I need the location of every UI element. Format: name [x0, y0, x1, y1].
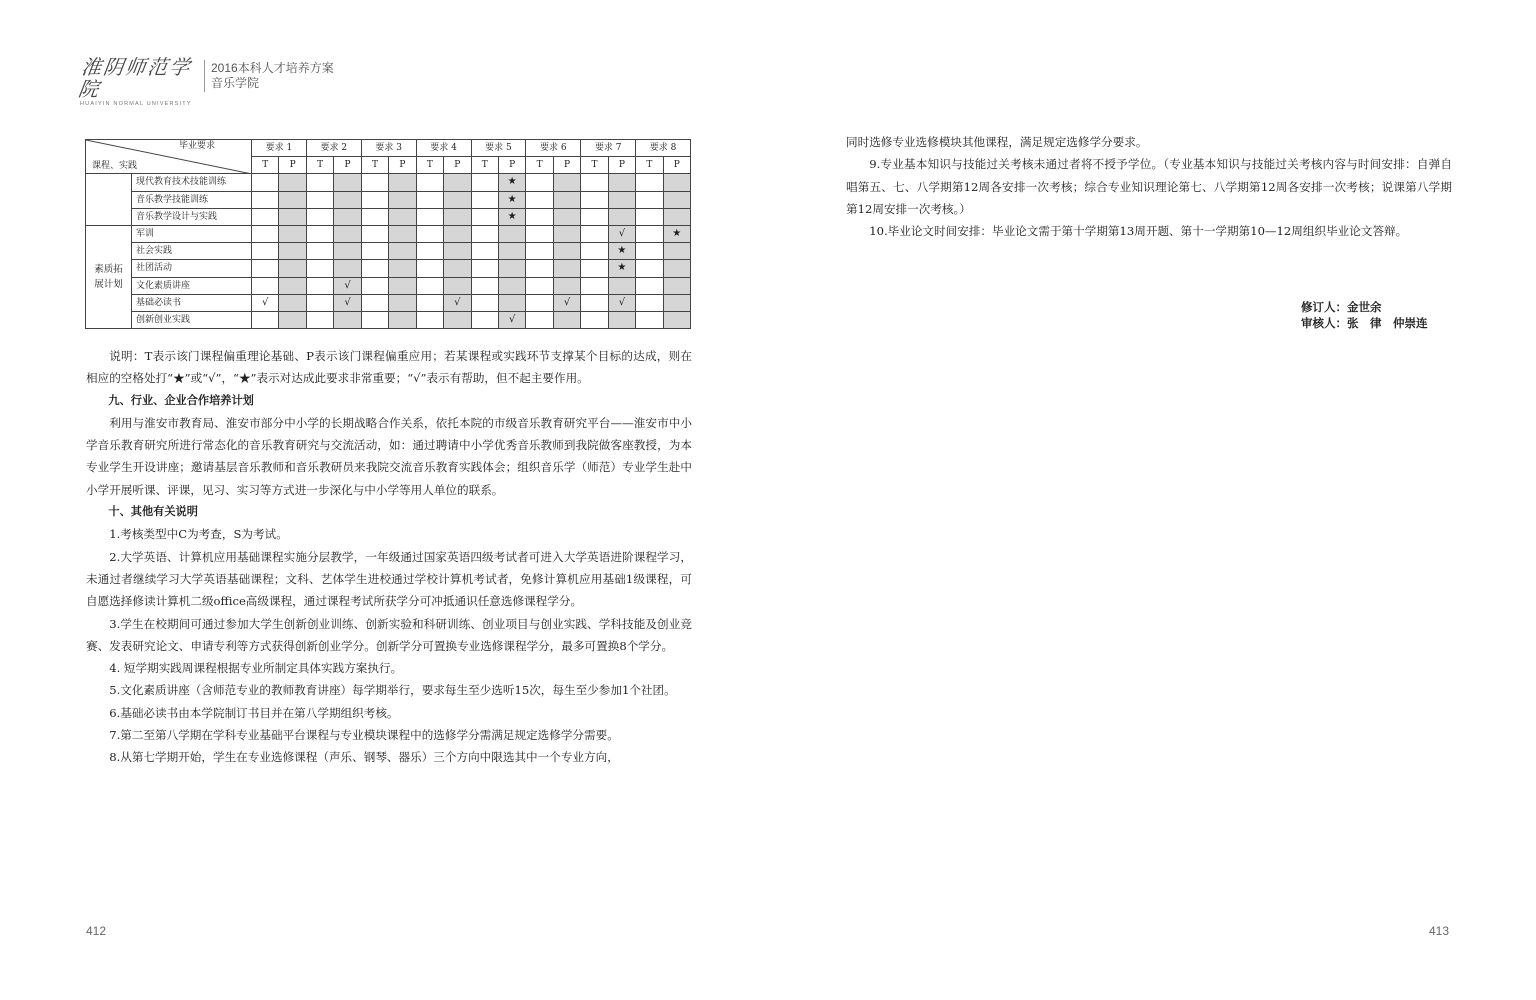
support-mark-cell — [361, 243, 388, 260]
support-mark-cell — [581, 311, 608, 328]
support-mark-cell — [553, 243, 580, 260]
support-mark-cell — [471, 311, 498, 328]
table-row — [86, 243, 691, 260]
course-name: 军训 — [132, 225, 252, 242]
support-mark-cell — [636, 225, 663, 242]
support-mark-cell — [279, 225, 306, 242]
support-mark-cell — [444, 174, 471, 191]
support-mark-cell — [416, 294, 443, 311]
support-mark-cell — [361, 294, 388, 311]
support-mark-cell — [334, 260, 361, 277]
support-mark-cell — [279, 243, 306, 260]
university-logo — [76, 55, 198, 107]
support-mark-cell — [306, 260, 333, 277]
support-mark-cell — [389, 294, 416, 311]
support-mark-cell: √ — [608, 294, 635, 311]
practice-column-header: P — [608, 157, 635, 174]
section-heading-9: 九、行业、企业合作培养计划 — [108, 393, 254, 407]
requirement-header: 要求 2 — [306, 140, 361, 157]
support-mark-cell — [279, 311, 306, 328]
support-mark-cell — [581, 277, 608, 294]
support-mark-cell — [444, 225, 471, 242]
support-mark-cell — [663, 277, 690, 294]
support-mark-cell: ★ — [608, 243, 635, 260]
table-row — [86, 174, 691, 191]
page-number-left: 412 — [86, 924, 107, 938]
course-name: 创新创业实践 — [132, 311, 252, 328]
support-mark-cell — [389, 311, 416, 328]
support-mark-cell — [553, 260, 580, 277]
support-mark-cell — [361, 277, 388, 294]
requirement-header: 要求 8 — [636, 140, 691, 157]
support-mark-cell — [306, 277, 333, 294]
support-mark-cell: √ — [334, 277, 361, 294]
practice-column-header: P — [334, 157, 361, 174]
right-body-text — [846, 131, 1452, 242]
table-row — [86, 294, 691, 311]
support-mark-cell — [663, 294, 690, 311]
note-item-8-continued: 同时选修专业选修模块其他课程，满足规定选修学分要求。 — [846, 135, 1148, 149]
support-mark-cell — [389, 260, 416, 277]
page-number-right: 413 — [1429, 924, 1450, 938]
support-mark-cell — [663, 260, 690, 277]
support-mark-cell — [334, 225, 361, 242]
support-mark-cell — [581, 294, 608, 311]
matrix-body — [86, 174, 691, 329]
support-mark-cell — [581, 208, 608, 225]
support-mark-cell — [553, 208, 580, 225]
left-body-text — [86, 345, 692, 769]
support-mark-cell — [252, 174, 279, 191]
support-mark-cell — [498, 225, 525, 242]
support-mark-cell — [279, 277, 306, 294]
support-mark-cell — [498, 260, 525, 277]
support-mark-cell — [663, 243, 690, 260]
note-item-3: 3.学生在校期间可通过参加大学生创新创业训练、创新实验和科研训练、创业项目与创业实践、学科技能及创业竞赛、发表研究论文、申请专利等方式获得创新创业学分。创新学分可置换专业选修课程学分，最多可置换8个学分。 — [86, 616, 692, 653]
support-mark-cell — [581, 174, 608, 191]
support-mark-cell: √ — [553, 294, 580, 311]
support-mark-cell: ★ — [498, 174, 525, 191]
logo-script: 淮阴师范学院 — [76, 55, 194, 101]
support-mark-cell: √ — [334, 294, 361, 311]
support-mark-cell — [444, 260, 471, 277]
support-mark-cell — [416, 311, 443, 328]
support-mark-cell — [526, 225, 553, 242]
note-item-10: 10.毕业论文时间安排：毕业论文需于第十学期第13周开题、第十一学期第10—12周组织毕业论文答辩。 — [869, 224, 1408, 239]
reviewer-line: 审核人：张 律 仲崇连 — [1301, 316, 1428, 330]
support-mark-cell — [306, 294, 333, 311]
header-line-1: 2016本科人才培养方案 — [211, 61, 334, 75]
table-row — [86, 311, 691, 328]
course-name: 音乐教学技能训练 — [132, 191, 252, 208]
requirements-header-row — [86, 140, 691, 157]
support-mark-cell — [416, 260, 443, 277]
support-mark-cell — [444, 191, 471, 208]
support-mark-cell — [306, 208, 333, 225]
header-line-2: 音乐学院 — [211, 76, 260, 90]
support-mark-cell: ★ — [608, 260, 635, 277]
header-title — [211, 61, 334, 91]
support-mark-cell — [553, 225, 580, 242]
support-mark-cell: √ — [252, 294, 279, 311]
course-name: 社团活动 — [132, 260, 252, 277]
support-mark-cell — [471, 208, 498, 225]
support-mark-cell — [252, 243, 279, 260]
practice-column-header: P — [279, 157, 306, 174]
corner-courses-label: 课程、实践 — [92, 161, 138, 172]
table-row — [86, 277, 691, 294]
note-item-5: 5.文化素质讲座（含师范专业的教师教育讲座）每学期举行，要求每生至少选听15次，每生至少参加1个社团。 — [109, 683, 676, 698]
support-mark-cell — [416, 174, 443, 191]
practice-column-header: P — [389, 157, 416, 174]
theory-column-header: T — [526, 157, 553, 174]
support-mark-cell — [636, 208, 663, 225]
support-mark-cell — [279, 191, 306, 208]
support-mark-cell — [581, 243, 608, 260]
support-mark-cell — [444, 277, 471, 294]
theory-column-header: T — [361, 157, 388, 174]
support-mark-cell — [389, 225, 416, 242]
support-mark-cell — [416, 243, 443, 260]
support-mark-cell: √ — [608, 225, 635, 242]
support-mark-cell — [361, 208, 388, 225]
support-mark-cell — [663, 311, 690, 328]
practice-column-header: P — [444, 157, 471, 174]
support-mark-cell — [444, 243, 471, 260]
table-corner — [86, 140, 252, 174]
support-mark-cell — [416, 191, 443, 208]
group-label: 素质拓 展计划 — [86, 225, 132, 328]
table-row — [86, 208, 691, 225]
support-mark-cell — [334, 243, 361, 260]
support-mark-cell — [389, 243, 416, 260]
support-mark-cell — [636, 191, 663, 208]
note-item-9: 9.专业基本知识与技能过关考核未通过者将不授予学位。（专业基本知识与技能过关考核内容与时间安排：自弹自唱第五、七、八学期第12周各安排一次考核；综合专业知识理论第七、八学期第12周各安排一次考核；说课第八学期第12周安排一次考核。） — [846, 157, 1452, 216]
note-item-4: 4. 短学期实践周课程根据专业所制定具体实践方案执行。 — [109, 661, 403, 676]
support-mark-cell — [306, 243, 333, 260]
support-mark-cell — [636, 311, 663, 328]
support-mark-cell — [306, 191, 333, 208]
theory-column-header: T — [581, 157, 608, 174]
page-header — [76, 55, 334, 107]
requirement-header: 要求 1 — [252, 140, 307, 157]
right-page — [768, 0, 1536, 1000]
theory-column-header: T — [471, 157, 498, 174]
support-mark-cell — [526, 208, 553, 225]
support-mark-cell — [636, 243, 663, 260]
logo-english: HUAIYIN NORMAL UNIVERSITY — [80, 101, 192, 107]
support-mark-cell — [526, 260, 553, 277]
support-mark-cell: √ — [498, 311, 525, 328]
note-item-2: 2.大学英语、计算机应用基础课程实施分层教学，一年级通过国家英语四级考试者可进入大学英语进阶课程学习，未通过者继续学习大学英语基础课程；文科、艺体学生进校通过学校计算机考试者，免修计算机应用基础1级课程，可自愿选择修读计算机二级office高级课程，通过课程考试所获学分可冲抵通识任意选修课程学分。 — [86, 549, 692, 609]
support-mark-cell — [471, 174, 498, 191]
requirement-header: 要求 6 — [526, 140, 581, 157]
support-mark-cell — [581, 260, 608, 277]
header-divider — [204, 60, 205, 92]
theory-column-header: T — [636, 157, 663, 174]
support-mark-cell — [663, 208, 690, 225]
support-mark-cell — [306, 311, 333, 328]
support-mark-cell — [306, 174, 333, 191]
support-mark-cell: ★ — [663, 225, 690, 242]
support-mark-cell — [636, 174, 663, 191]
table-row — [86, 260, 691, 277]
support-mark-cell — [471, 225, 498, 242]
support-mark-cell — [526, 243, 553, 260]
support-mark-cell — [663, 191, 690, 208]
support-mark-cell — [252, 208, 279, 225]
requirement-header: 要求 7 — [581, 140, 636, 157]
group-label — [86, 174, 132, 226]
support-mark-cell — [389, 208, 416, 225]
support-mark-cell — [471, 277, 498, 294]
support-mark-cell: ★ — [498, 208, 525, 225]
support-mark-cell — [279, 208, 306, 225]
note-item-6: 6.基础必读书由本学院制订书目并在第八学期组织考核。 — [109, 705, 399, 720]
support-mark-cell — [444, 208, 471, 225]
support-mark-cell — [389, 174, 416, 191]
support-mark-cell — [498, 294, 525, 311]
support-mark-cell — [553, 191, 580, 208]
course-name: 基础必读书 — [132, 294, 252, 311]
support-mark-cell — [444, 311, 471, 328]
course-name: 文化素质讲座 — [132, 277, 252, 294]
support-mark-cell — [389, 277, 416, 294]
table-row — [86, 191, 691, 208]
support-mark-cell — [252, 191, 279, 208]
requirements-table — [85, 139, 691, 329]
theory-column-header: T — [252, 157, 279, 174]
support-mark-cell — [306, 225, 333, 242]
support-mark-cell — [581, 225, 608, 242]
support-mark-cell — [526, 174, 553, 191]
signature-block — [1301, 299, 1428, 331]
support-mark-cell — [252, 225, 279, 242]
support-mark-cell — [361, 311, 388, 328]
section-heading-10: 十、其他有关说明 — [108, 505, 198, 519]
note-item-8: 8.从第七学期开始，学生在专业选修课程（声乐、钢琴、器乐）三个方向中限选其中一个专业方向， — [109, 750, 619, 765]
support-mark-cell — [416, 225, 443, 242]
support-mark-cell — [416, 277, 443, 294]
support-mark-cell — [471, 191, 498, 208]
theory-column-header: T — [416, 157, 443, 174]
requirement-header: 要求 5 — [471, 140, 526, 157]
support-mark-cell — [553, 174, 580, 191]
support-mark-cell — [334, 191, 361, 208]
support-mark-cell — [471, 243, 498, 260]
support-mark-cell — [361, 260, 388, 277]
support-mark-cell — [389, 191, 416, 208]
practice-column-header: P — [553, 157, 580, 174]
support-mark-cell — [334, 208, 361, 225]
support-mark-cell — [553, 277, 580, 294]
support-mark-cell — [636, 277, 663, 294]
course-name: 音乐教学设计与实践 — [132, 208, 252, 225]
support-mark-cell — [608, 277, 635, 294]
support-mark-cell — [279, 294, 306, 311]
support-mark-cell: ★ — [498, 191, 525, 208]
support-mark-cell — [553, 311, 580, 328]
support-mark-cell — [416, 208, 443, 225]
theory-column-header: T — [306, 157, 333, 174]
support-mark-cell — [526, 191, 553, 208]
corner-requirements-label: 毕业要求 — [178, 141, 215, 151]
support-mark-cell — [498, 277, 525, 294]
support-mark-cell — [608, 311, 635, 328]
course-name: 社会实践 — [132, 243, 252, 260]
support-mark-cell — [608, 208, 635, 225]
requirement-header: 要求 4 — [416, 140, 471, 157]
support-mark-cell — [636, 260, 663, 277]
table-row — [86, 225, 691, 242]
support-mark-cell — [471, 294, 498, 311]
support-mark-cell — [608, 191, 635, 208]
support-mark-cell — [663, 174, 690, 191]
support-mark-cell — [526, 294, 553, 311]
support-mark-cell — [526, 277, 553, 294]
support-mark-cell — [498, 243, 525, 260]
course-name: 现代教育技术技能训练 — [132, 174, 252, 191]
table-note: 说明：T表示该门课程偏重理论基础、P表示该门课程偏重应用；若某课程或实践环节支撑某个目标的达成，则在相应的空格处打“★”或“√”，“★”表示对达成此要求非常重要；“√”表示有帮助，但不起主要作用。 — [86, 349, 692, 386]
support-mark-cell — [361, 225, 388, 242]
section-9-paragraph: 利用与淮安市教育局、淮安市部分中小学的长期战略合作关系，依托本院的市级音乐教育研究平台——淮安市中小学音乐教育研究所进行常态化的音乐教育研究与交流活动，如：通过聘请中小学优秀音乐教师到我院做客座教授，为本专业学生开设讲座；邀请基层音乐教师和音乐教研员来我院交流音乐教育实践体会；组织音乐学（师范）专业学生赴中小学开展听课、评课，见习、实习等方式进一步深化与中小学等用人单位的联系。 — [86, 415, 692, 497]
support-mark-cell — [334, 174, 361, 191]
support-mark-cell — [252, 277, 279, 294]
note-item-1: 1.考核类型中C为考查，S为考试。 — [109, 527, 288, 542]
support-mark-cell — [252, 260, 279, 277]
support-mark-cell — [361, 174, 388, 191]
support-mark-cell — [361, 191, 388, 208]
practice-column-header: P — [498, 157, 525, 174]
support-mark-cell — [252, 311, 279, 328]
support-mark-cell — [334, 311, 361, 328]
reviser-line: 修订人：金世余 — [1301, 300, 1382, 314]
support-mark-cell — [471, 260, 498, 277]
requirement-header: 要求 3 — [361, 140, 416, 157]
requirements-matrix — [85, 139, 691, 329]
support-mark-cell — [526, 311, 553, 328]
support-mark-cell — [608, 174, 635, 191]
support-mark-cell — [279, 174, 306, 191]
note-item-7: 7.第二至第八学期在学科专业基础平台课程与专业模块课程中的选修学分需满足规定选修学分需要。 — [109, 728, 619, 743]
support-mark-cell — [636, 294, 663, 311]
support-mark-cell: √ — [444, 294, 471, 311]
practice-column-header: P — [663, 157, 690, 174]
support-mark-cell — [581, 191, 608, 208]
support-mark-cell — [279, 260, 306, 277]
